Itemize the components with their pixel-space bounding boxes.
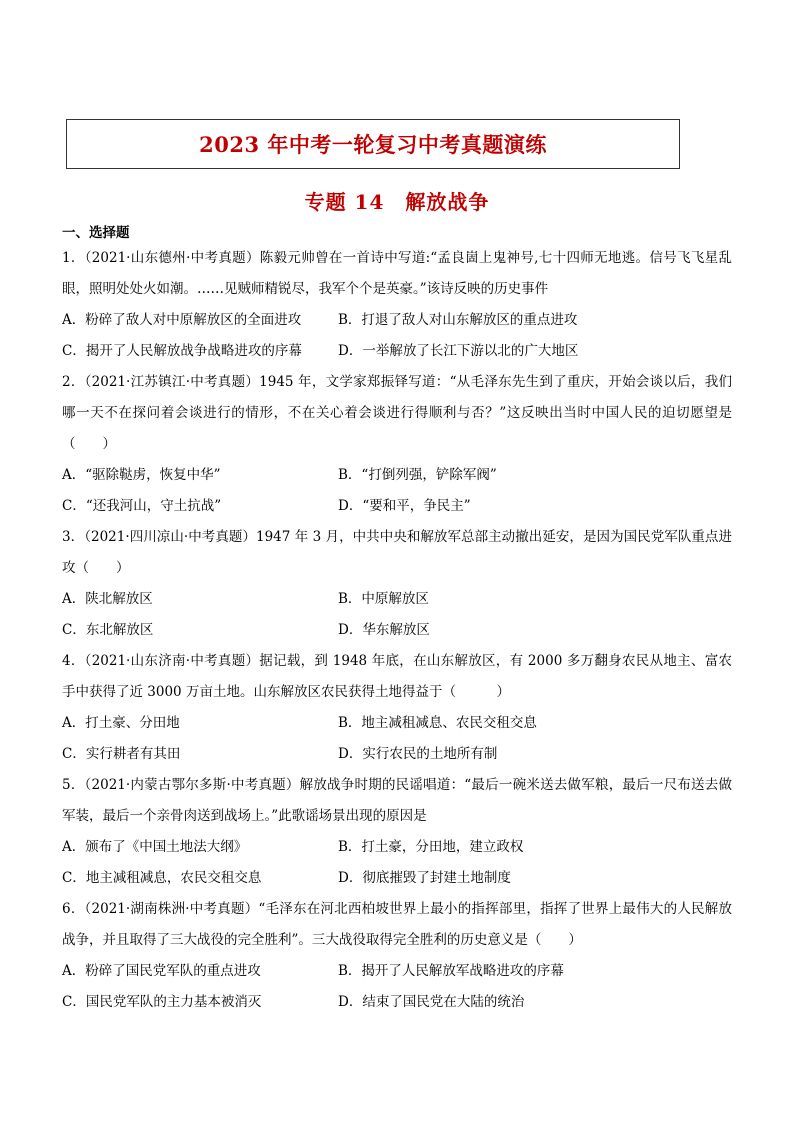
option-row: [62, 460, 732, 491]
option-row: [62, 584, 732, 615]
option-row: [62, 491, 732, 522]
option-c: C．“还我河山，守土抗战”: [62, 498, 222, 514]
question-list: [62, 243, 732, 1018]
option-d: D．彻底摧毁了封建土地制度: [338, 870, 511, 886]
option-b: B．地主减租减息、农民交租交息: [338, 715, 537, 731]
option-row: [62, 832, 732, 863]
option-c: C．国民党军队的主力基本被消灭: [62, 994, 262, 1010]
question-3: [62, 522, 732, 646]
option-row: [62, 863, 732, 894]
option-b: B．揭开了人民解放军战略进攻的序幕: [338, 963, 564, 979]
option-row: [62, 336, 732, 367]
option-c: C．揭开了人民解放战争战略进攻的序幕: [62, 343, 302, 359]
question-stem: 3．（2021·四川凉山·中考真题）1947 年 3 月，中共中央和解放军总部主动撤出延安，是因为国民党军队重点进攻（ ）: [62, 529, 732, 576]
option-row: [62, 739, 732, 770]
option-b: B．打土豪，分田地，建立政权: [338, 839, 524, 855]
question-stem: 1．（2021·山东德州·中考真题）陈毅元帅曾在一首诗中写道:“孟良崮上鬼神号,七十四师无地逃。信号飞飞星乱眼，照明处处火如潮。……见贼师精锐尽，我军个个是英豪。”该诗反映的历史事件: [62, 250, 732, 297]
option-a: A．陕北解放区: [62, 591, 153, 607]
option-d: D．华东解放区: [338, 622, 430, 638]
option-c: C．实行耕者有其田: [62, 746, 181, 762]
option-d: D．“要和平，争民主”: [338, 498, 471, 514]
subtitle-row: [0, 186, 794, 215]
option-a: A．粉碎了敌人对中原解放区的全面进攻: [62, 312, 302, 328]
question-stem: 2．（2021·江苏镇江·中考真题）1945 年，文学家郑振铎写道：“从毛泽东先生到了重庆，开始会谈以后，我们哪一天不在探问着会谈进行的情形，不在关心着会谈进行得顺利与否？”这反映出当时中国人民的迫切愿望是（ ）: [62, 374, 732, 452]
option-b: B．“打倒列强，铲除军阀”: [338, 467, 497, 483]
question-stem: 6．（2021·湖南株洲·中考真题）“毛泽东在河北西柏坡世界上最小的指挥部里，指挥了世界上最伟大的人民解放战争，并且取得了三大战役的完全胜利”。三大战役取得完全胜利的历史意义是（ ）: [62, 901, 732, 948]
option-b: B．中原解放区: [338, 591, 429, 607]
option-row: [62, 956, 732, 987]
section-heading: 一、选择题: [62, 225, 130, 241]
question-stem: 4．（2021·山东济南·中考真题）据记载，到 1948 年底，在山东解放区，有 2000 多万翻身农民从地主、富农手中获得了近 3000 万亩土地。山东解放区农民获得土地得益于（ ）: [62, 653, 732, 700]
option-a: A．颁布了《中国土地法大纲》: [62, 839, 248, 855]
option-row: [62, 987, 732, 1018]
option-d: D．一举解放了长江下游以北的广大地区: [338, 343, 579, 359]
option-d: D．实行农民的土地所有制: [338, 746, 498, 762]
option-row: [62, 305, 732, 336]
option-row: [62, 708, 732, 739]
option-b: B．打退了敌人对山东解放区的重点进攻: [338, 312, 578, 328]
option-row: [62, 615, 732, 646]
question-1: [62, 243, 732, 367]
question-stem: 5．（2021·内蒙古鄂尔多斯·中考真题）解放战争时期的民谣唱道：“最后一碗米送去做军粮，最后一尺布送去做军装，最后一个亲骨肉送到战场上。”此歌谣场景出现的原因是: [62, 777, 732, 824]
title-box: [66, 119, 680, 169]
option-c: C．东北解放区: [62, 622, 154, 638]
option-a: A．“驱除鞑虏，恢复中华”: [62, 467, 221, 483]
question-4: [62, 646, 732, 770]
option-c: C．地主减租减息，农民交租交息: [62, 870, 262, 886]
option-a: A．打土豪、分田地: [62, 715, 180, 731]
option-d: D．结束了国民党在大陆的统治: [338, 994, 525, 1010]
topic-subtitle: 专题 14 解放战争: [304, 190, 490, 214]
question-2: [62, 367, 732, 522]
page-title: 2023 年中考一轮复习中考真题演练: [199, 132, 547, 157]
option-a: A．粉碎了国民党军队的重点进攻: [62, 963, 261, 979]
question-6: [62, 894, 732, 1018]
question-5: [62, 770, 732, 894]
